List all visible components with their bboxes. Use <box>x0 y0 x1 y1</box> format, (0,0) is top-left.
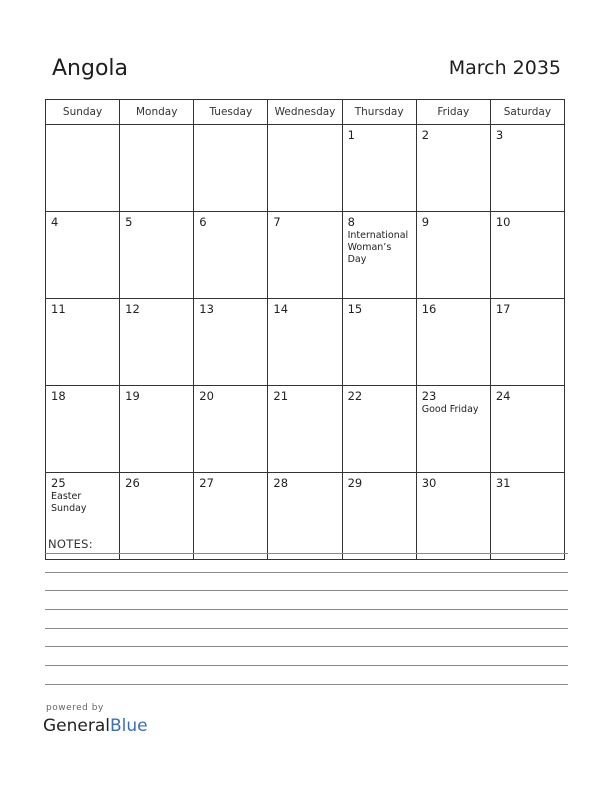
day-number: 11 <box>51 302 66 316</box>
day-cell <box>46 299 120 386</box>
day-number: 22 <box>347 389 363 403</box>
day-number: 1 <box>347 128 355 142</box>
day-cell <box>490 386 564 473</box>
day-cell <box>490 473 564 560</box>
day-cell <box>194 386 268 473</box>
day-number: 24 <box>495 389 511 403</box>
day-number: 10 <box>495 215 511 229</box>
day-number: 25 <box>51 476 66 490</box>
generalblue-logo <box>43 716 148 736</box>
weekday-tuesday: Tuesday <box>194 100 268 125</box>
calendar-body <box>46 125 565 560</box>
weekday-monday: Monday <box>120 100 194 125</box>
day-cell <box>416 125 490 212</box>
week-row <box>46 212 565 299</box>
day-number: 30 <box>421 476 437 490</box>
day-cell <box>342 212 416 299</box>
week-row <box>46 299 565 386</box>
day-cell <box>490 212 564 299</box>
brand-general: General <box>43 716 110 736</box>
day-cell <box>194 299 268 386</box>
day-cell <box>120 473 194 560</box>
day-number: 23 <box>421 389 437 403</box>
day-cell <box>342 473 416 560</box>
note-line <box>45 646 568 647</box>
day-number: 2 <box>421 128 430 142</box>
brand-blue: Blue <box>110 716 148 736</box>
powered-by-text: powered by <box>46 703 104 713</box>
day-cell <box>194 212 268 299</box>
weekday-header-row <box>46 100 565 125</box>
day-cell <box>120 299 194 386</box>
country-title: Angola <box>52 56 129 81</box>
day-cell <box>268 212 342 299</box>
holiday-label: International Woman’s Day <box>347 230 409 265</box>
day-cell <box>120 125 194 212</box>
day-cell <box>46 125 120 212</box>
day-number: 9 <box>421 215 430 229</box>
day-cell <box>46 212 120 299</box>
day-number: 16 <box>421 302 437 316</box>
day-cell <box>416 473 490 560</box>
calendar-grid <box>45 99 565 560</box>
day-cell <box>342 299 416 386</box>
day-number: 17 <box>495 302 511 316</box>
note-line <box>45 590 568 591</box>
day-number: 21 <box>273 389 289 403</box>
day-number: 19 <box>125 389 140 403</box>
day-number: 20 <box>199 389 214 403</box>
day-number: 5 <box>125 215 133 229</box>
day-cell <box>416 212 490 299</box>
note-line <box>45 572 568 573</box>
weekday-friday: Friday <box>416 100 490 125</box>
day-cell <box>120 212 194 299</box>
day-cell <box>490 299 564 386</box>
note-line <box>45 609 568 610</box>
day-cell <box>490 125 564 212</box>
day-cell <box>342 125 416 212</box>
day-cell <box>342 386 416 473</box>
notes-label: NOTES: <box>48 537 93 551</box>
week-row <box>46 473 565 560</box>
day-number: 18 <box>51 389 66 403</box>
week-row <box>46 386 565 473</box>
day-cell <box>268 473 342 560</box>
day-number: 31 <box>495 476 511 490</box>
day-number: 8 <box>347 215 355 229</box>
day-number: 4 <box>51 215 59 229</box>
day-cell <box>268 299 342 386</box>
day-number: 27 <box>199 476 214 490</box>
weekday-saturday: Saturday <box>490 100 564 125</box>
day-number: 28 <box>273 476 289 490</box>
day-cell <box>268 125 342 212</box>
week-row <box>46 125 565 212</box>
month-year-title: March 2035 <box>448 57 561 79</box>
day-cell <box>416 386 490 473</box>
day-number: 13 <box>199 302 214 316</box>
note-line <box>45 628 568 629</box>
holiday-label: Easter Sunday <box>51 491 87 514</box>
day-number: 6 <box>199 215 207 229</box>
day-number: 15 <box>347 302 363 316</box>
note-line <box>45 553 568 554</box>
note-line <box>45 665 568 666</box>
day-number: 12 <box>125 302 140 316</box>
day-cell <box>268 386 342 473</box>
day-number: 14 <box>273 302 289 316</box>
weekday-wednesday: Wednesday <box>268 100 342 125</box>
note-line <box>45 684 568 685</box>
day-number: 26 <box>125 476 140 490</box>
weekday-sunday: Sunday <box>46 100 120 125</box>
day-cell <box>46 386 120 473</box>
day-number: 29 <box>347 476 363 490</box>
day-number: 3 <box>495 128 504 142</box>
holiday-label: Good Friday <box>421 404 479 415</box>
day-cell <box>120 386 194 473</box>
weekday-thursday: Thursday <box>342 100 416 125</box>
day-number: 7 <box>273 215 281 229</box>
day-cell <box>416 299 490 386</box>
day-cell <box>194 473 268 560</box>
day-cell <box>194 125 268 212</box>
